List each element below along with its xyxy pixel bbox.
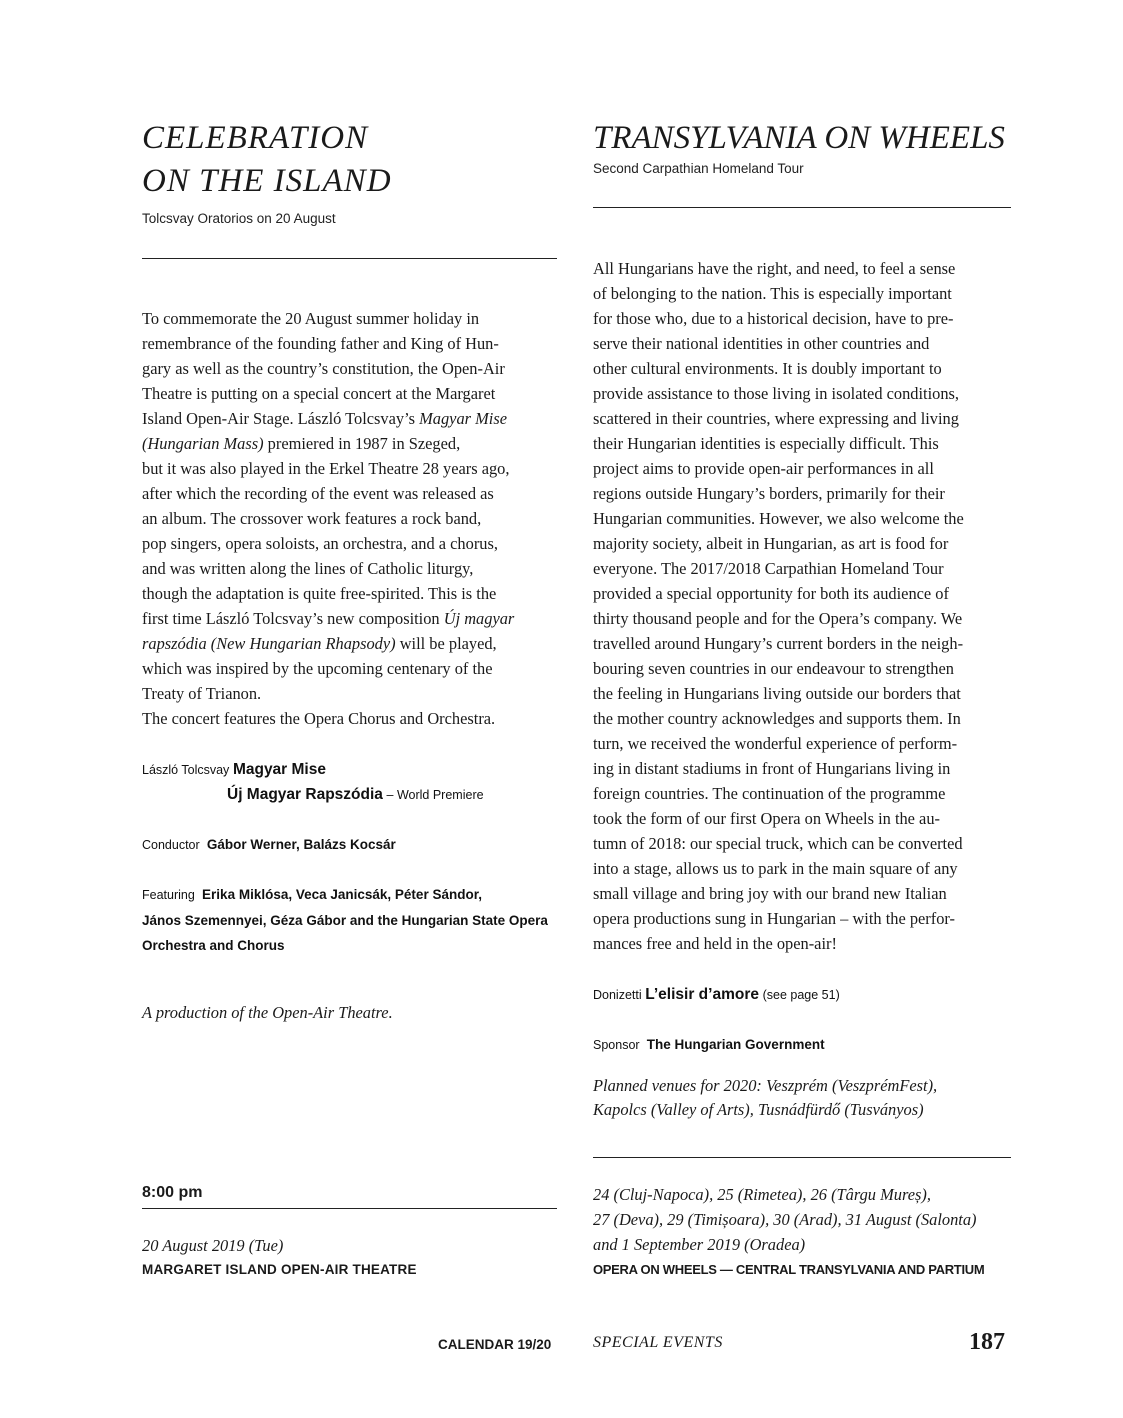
- body-line: though the adaptation is quite free-spirited. This is the: [142, 584, 497, 603]
- body-fragment: first time László Tolcsvay’s new composition: [142, 609, 444, 628]
- tour-dates-line: and 1 September 2019 (Oradea): [593, 1235, 806, 1254]
- italic-title: Magyar Mise: [419, 409, 507, 428]
- planned-venues: [593, 1074, 937, 1122]
- left-subtitle: Tolcsvay Oratorios on 20 August: [142, 211, 336, 226]
- body-line: Hungarian communities. However, we also welcome the: [593, 509, 964, 528]
- body-line: gary as well as the country’s constitution, the Open-Air: [142, 359, 505, 378]
- italic-title: (Hungarian Mass): [142, 434, 264, 453]
- page-number: 187: [969, 1329, 1005, 1355]
- body-line: thirty thousand people and for the Opera’s company. We: [593, 609, 963, 628]
- body-line: mances free and held in the open-air!: [593, 934, 837, 953]
- right-subtitle: Second Carpathian Homeland Tour: [593, 161, 804, 176]
- body-fragment: premiered in 1987 in Szeged,: [263, 434, 461, 453]
- tour-dates-line: 24 (Cluj-Napoca), 25 (Rimetea), 26 (Târgu Mureș),: [593, 1185, 931, 1204]
- works-credit: [142, 757, 326, 783]
- body-line: but it was also played in the Erkel Theatre 28 years ago,: [142, 459, 510, 478]
- body-line: turn, we received the wonderful experience of perform-: [593, 734, 958, 753]
- event-date: 20 August 2019 (Tue): [142, 1236, 284, 1255]
- left-body: [142, 306, 562, 731]
- sponsor-name: The Hungarian Government: [646, 1037, 825, 1052]
- body-line: bouring seven countries in our endeavour to strengthen: [593, 659, 954, 678]
- left-title-line2: ON THE ISLAND: [142, 163, 392, 199]
- featuring-names: Erika Miklósa, Veca Janicsák, Péter Sándor,: [202, 887, 482, 902]
- body-line: their Hungarian identities is especially difficult. This: [593, 434, 939, 453]
- left-title-rule: [142, 258, 557, 259]
- body-line: the mother country acknowledges and supports them. In: [593, 709, 961, 728]
- body-line: majority society, albeit in Hungarian, as art is food for: [593, 534, 949, 553]
- italic-title: rapszódia (New Hungarian Rhapsody): [142, 634, 396, 653]
- right-dates-rule: [593, 1157, 1011, 1158]
- featuring-credit: [142, 882, 548, 958]
- body-line: opera productions sung in Hungarian – with the perfor-: [593, 909, 955, 928]
- body-line: the feeling in Hungarians living outside our borders that: [593, 684, 961, 703]
- body-line: after which the recording of the event was released as: [142, 484, 494, 503]
- body-line: To commemorate the 20 August summer holiday in: [142, 309, 480, 328]
- page-reference: (see page 51): [762, 988, 840, 1002]
- planned-venues-line: Kapolcs (Valley of Arts), Tusnádfürdő (Tusványos): [593, 1100, 924, 1119]
- work-title: L’elisir d’amore: [645, 986, 759, 1003]
- body-line: Theatre is putting on a special concert at the Margaret: [142, 384, 496, 403]
- footer-section: SPECIAL EVENTS: [593, 1334, 723, 1351]
- tour-dates: [593, 1182, 976, 1257]
- body-line: which was inspired by the upcoming centenary of the: [142, 659, 493, 678]
- production-note: A production of the Open-Air Theatre.: [142, 1003, 393, 1022]
- premiere-note: – World Premiere: [386, 788, 484, 802]
- body-line: took the form of our first Opera on Wheels in the au-: [593, 809, 940, 828]
- body-line: provide assistance to those living in isolated conditions,: [593, 384, 960, 403]
- body-line: small village and bring joy with our brand new Italian: [593, 884, 947, 903]
- left-title-line1: CELEBRATION: [142, 120, 369, 156]
- body-line: Treaty of Trianon.: [142, 684, 262, 703]
- body-line: regions outside Hungary’s borders, primarily for their: [593, 484, 945, 503]
- body-fragment: will be played,: [395, 634, 497, 653]
- body-line: [142, 406, 562, 431]
- conductor-label: Conductor: [142, 838, 200, 852]
- body-line: provided a special opportunity for both its audience of: [593, 584, 949, 603]
- composer-name: Donizetti: [593, 988, 642, 1002]
- left-time-rule: [142, 1208, 557, 1209]
- tour-dates-line: 27 (Deva), 29 (Timișoara), 30 (Arad), 31 August (Salonta): [593, 1210, 977, 1229]
- footer-calendar: CALENDAR 19/20: [438, 1337, 552, 1352]
- work-title: Magyar Mise: [232, 761, 326, 778]
- featuring-label: Featuring: [142, 888, 195, 902]
- work-title: Új Magyar Rapszódia: [227, 786, 383, 803]
- body-line: everyone. The 2017/2018 Carpathian Homeland Tour: [593, 559, 944, 578]
- event-time: 8:00 pm: [142, 1184, 203, 1201]
- planned-venues-line: Planned venues for 2020: Veszprém (VeszprémFest),: [593, 1076, 938, 1095]
- sponsor-credit: [593, 1032, 825, 1058]
- works-credit-2: [227, 782, 484, 808]
- featuring-names: János Szemennyei, Géza Gábor and the Hungarian State Opera: [142, 913, 548, 928]
- conductor-credit: [142, 832, 396, 858]
- body-line: pop singers, opera soloists, an orchestra, and a chorus,: [142, 534, 498, 553]
- body-line: remembrance of the founding father and King of Hun-: [142, 334, 499, 353]
- body-line: [142, 631, 562, 656]
- body-line: for those who, due to a historical decision, have to pre-: [593, 309, 954, 328]
- body-line: of belonging to the nation. This is especially important: [593, 284, 952, 303]
- body-line: travelled around Hungary’s current borders in the neigh-: [593, 634, 964, 653]
- featuring-names: Orchestra and Chorus: [142, 938, 285, 953]
- right-body: [593, 256, 1013, 956]
- body-line: tumn of 2018: our special truck, which can be converted: [593, 834, 963, 853]
- body-line: other cultural environments. It is doubly important to: [593, 359, 942, 378]
- sponsor-label: Sponsor: [593, 1038, 640, 1052]
- tour-venue: OPERA ON WHEELS — CENTRAL TRANSYLVANIA AND PARTIUM: [593, 1262, 985, 1277]
- conductor-names: Gábor Werner, Balázs Kocsár: [206, 837, 396, 852]
- body-line: serve their national identities in other countries and: [593, 334, 930, 353]
- body-line: foreign countries. The continuation of the programme: [593, 784, 946, 803]
- body-line: [142, 431, 562, 456]
- event-venue: MARGARET ISLAND OPEN-AIR THEATRE: [142, 1262, 417, 1277]
- body-line: an album. The crossover work features a rock band,: [142, 509, 482, 528]
- body-line: ing in distant stadiums in front of Hungarians living in: [593, 759, 951, 778]
- italic-title: Új magyar: [443, 609, 515, 628]
- body-line: The concert features the Opera Chorus and Orchestra.: [142, 709, 496, 728]
- body-fragment: Island Open-Air Stage. László Tolcsvay’s: [142, 409, 420, 428]
- right-title-rule: [593, 207, 1011, 208]
- body-line: [142, 606, 562, 631]
- body-line: All Hungarians have the right, and need, to feel a sense: [593, 259, 956, 278]
- body-line: scattered in their countries, where expressing and living: [593, 409, 959, 428]
- body-line: and was written along the lines of Catholic liturgy,: [142, 559, 474, 578]
- composer-name: László Tolcsvay: [142, 763, 230, 777]
- left-title: [142, 117, 392, 203]
- body-line: into a stage, allows us to park in the main square of any: [593, 859, 958, 878]
- body-line: project aims to provide open-air performances in all: [593, 459, 934, 478]
- right-title: TRANSYLVANIA ON WHEELS: [593, 120, 1005, 156]
- works-credit: [593, 982, 840, 1008]
